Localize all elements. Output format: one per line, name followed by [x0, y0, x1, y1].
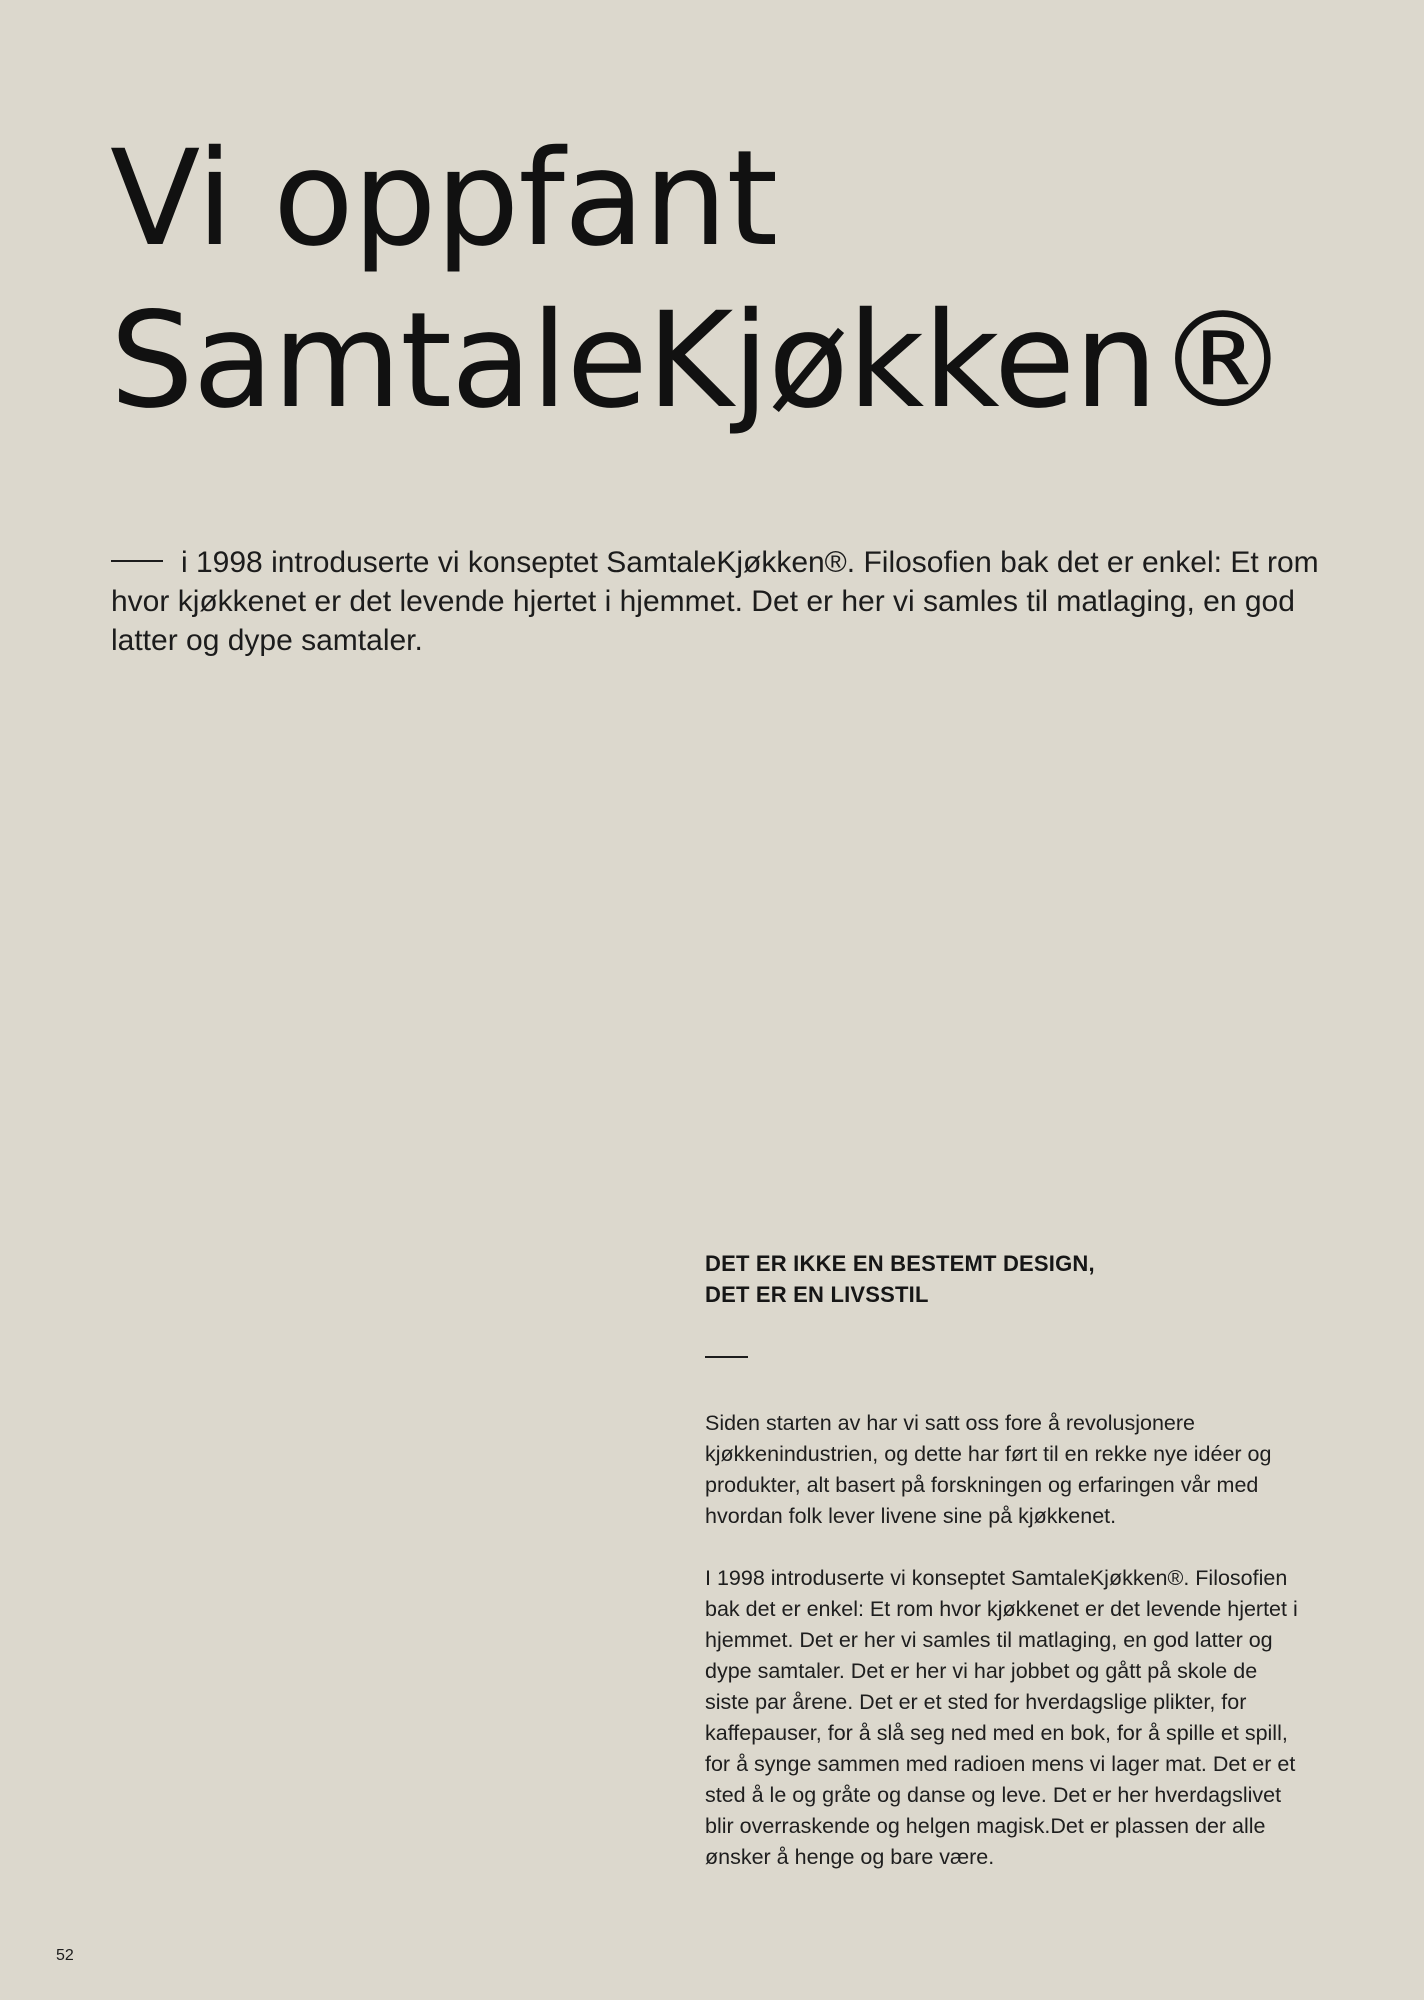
subheading-line-2: DET ER EN LIVSSTIL	[705, 1282, 929, 1307]
page-number: 52	[56, 1947, 74, 1964]
lifestyle-section	[705, 1248, 1305, 1904]
headline-line-1: Vi oppfant	[110, 122, 778, 276]
headline-line-2: SamtaleKjøkken®	[110, 284, 1288, 438]
intro-text: i 1998 introduserte vi konseptet SamtaleKjøkken®. Filosofien bak det er enkel: Et rom hvor kjøkkenet er det levende hjertet i hjemmet. Det er her vi samles til matlaging, en god latter og dype samtaler.	[111, 546, 1319, 657]
body-paragraph-1: Siden starten av har vi satt oss fore å revolusjonere kjøkkenindustrien, og dette har ført til en rekke nye idéer og produkter, alt basert på forskningen og erfaringen vår med hvordan folk lever livene sine på kjøkkenet.	[705, 1411, 1272, 1528]
section-body	[705, 1408, 1305, 1873]
subheading-line-1: DET ER IKKE EN BESTEMT DESIGN,	[705, 1251, 1095, 1276]
section-divider	[705, 1356, 748, 1358]
page-headline	[110, 118, 1360, 442]
intro-paragraph	[111, 543, 1341, 660]
body-paragraph-2: I 1998 introduserte vi konseptet SamtaleKjøkken®. Filosofien bak det er enkel: Et rom hvor kjøkkenet er det levende hjertet i hjemmet. Det er her vi samles til matlaging, en god latter og dype samtaler. Det er her vi har jobbet og gått på skole de siste par årene. Det er et sted for hverdagslige plikter, for kaffepauser, for å slå seg ned med en bok, for å spille et spill, for å synge sammen med radioen mens vi lager mat. Det er et sted å le og gråte og danse og leve. Det er her hverdagslivet blir overraskende og helgen magisk.Det er plassen der alle ønsker å henge og bare være.	[705, 1566, 1298, 1869]
section-subheading	[705, 1248, 1305, 1310]
intro-dash-rule	[111, 560, 163, 562]
